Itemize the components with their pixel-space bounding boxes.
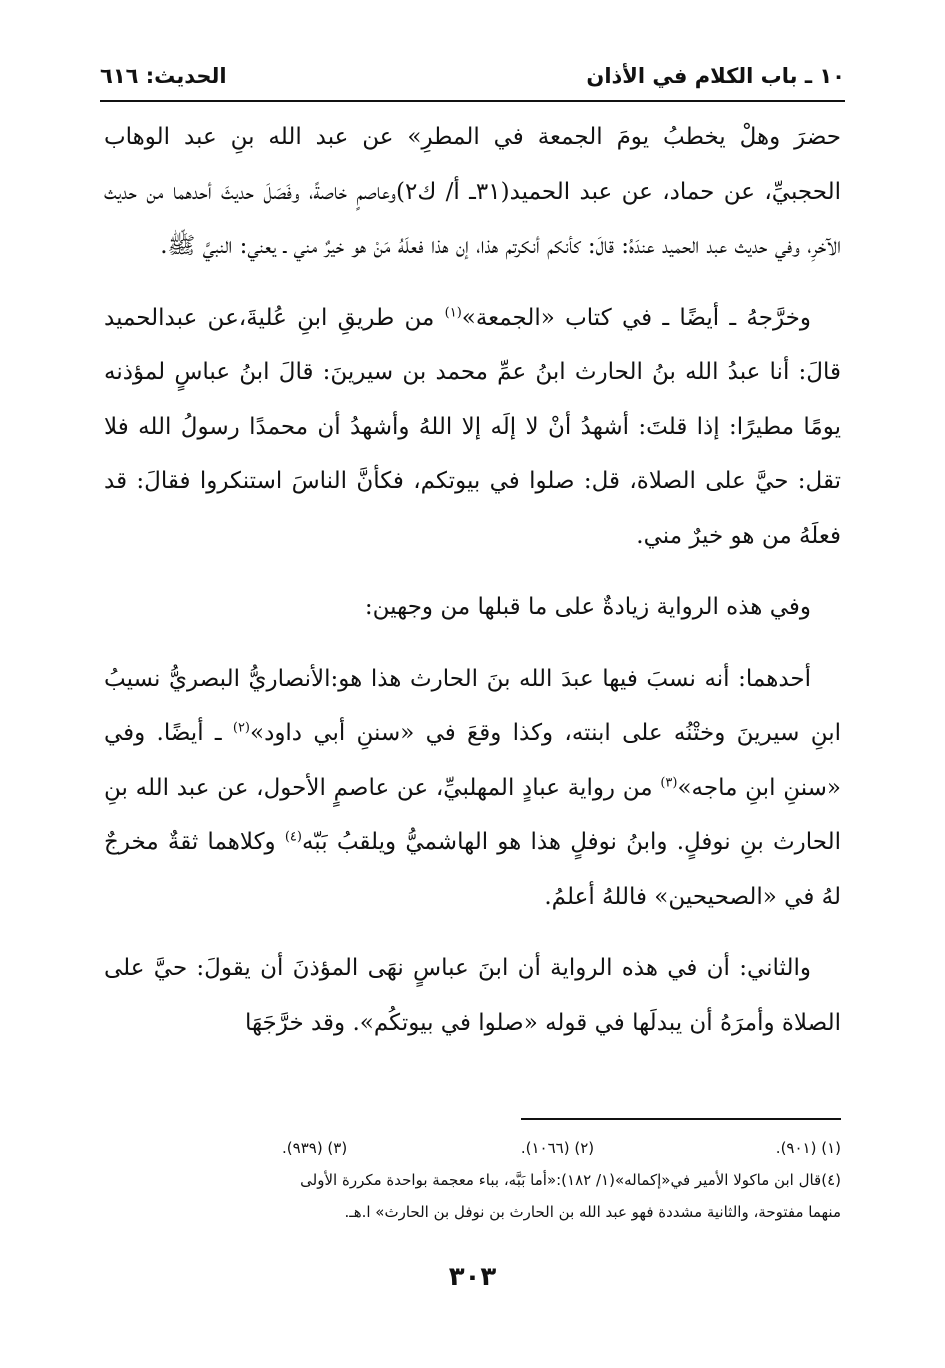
paragraph-4-part-3: من رواية عبادٍ المهلبيِّ، عن عاصمٍ الأحول، عن عبد الله بنِ الحارث بنِ نوفلٍ. وابنُ نوفلٍ هذا هو الهاشميُّ ويلقبُ بَبّه — [104, 774, 841, 855]
paragraph-2 — [104, 291, 841, 564]
paragraph-4 — [104, 652, 841, 925]
footnote-ref-4: (٤) — [284, 829, 302, 845]
footnote-ref-2: (٢) — [232, 720, 250, 736]
paragraph-4-part-1: أحدهما: أنه نسبَ فيها عبدَ الله بنَ الحارث هذا هو:الأنصاريُّ البصريُّ نسيبُ ابنِ سيرينَ وختْنُه على ابنته، وكذا وقعَ في «سننِ أبي داود» — [104, 665, 842, 746]
paragraph-2-part-2: من طريقِ ابنِ عُليةَ،عن عبدالحميد قالَ: أنا عبدُ الله بنُ الحارث ابنُ عمِّ محمد بن سيرينَ: قالَ ابنُ عباسٍ لمؤذنه يومًا مطيرًا: إذا قلتَ: أشهدُ أنْ لا إلَه إلا اللهُ وأشهدُ أن محمدًا رسولُ الله فلا تقل: حيَّ على الصلاة، قل: صلوا في بيوتكم، فكأنَّ الناسَ استنكروا فقالَ: قد فعلَهُ من هو خيرٌ مني. — [104, 304, 841, 549]
footnote-2: (٢) (١٠٦٦). — [520, 1139, 595, 1157]
page-number: ٣٠٣ — [448, 1262, 497, 1292]
footnote-ref-1: (١) — [444, 304, 462, 320]
hadith-number: الحديث: ٦١٦ — [100, 64, 227, 88]
footnote-1: (١) (٩٠١). — [775, 1139, 841, 1157]
paragraph-5: والثاني: أن في هذه الرواية أن ابنَ عباسٍ نهَى المؤذنَ أن يقولَ: حيَّ على الصلاة وأمرَهُ أن يبدلَها في قوله «صلوا في بيوتكُم». وقد خرَّجَهَا — [104, 955, 841, 1036]
footnotes — [104, 1132, 841, 1228]
footnote-row-short — [104, 1132, 841, 1164]
chapter-title: ١٠ ـ باب الكلام في الأذان — [586, 64, 845, 88]
paragraph-2-part-1: وخرَّجهُ ـ أيضًا ـ في كتاب «الجمعة» — [461, 304, 811, 331]
footnote-4-line-1: (٤)قال ابن ماكولا الأمير في«إكماله»(١/ ١٨٢):«أما بَبَّه، بباء معجمة بواحدة مكررة الأولى — [300, 1171, 841, 1189]
footnote-3: (٣) (٩٣٩). — [282, 1139, 348, 1157]
header-rule — [100, 100, 845, 102]
footnote-ref-3: (٣) — [660, 774, 678, 790]
main-text — [104, 110, 841, 1067]
footnote-4-line-2: منهما مفتوحة، والثانية مشددة فهو عبد الله بن الحارث بن نوفل بن الحارث» ا.هـ. — [344, 1203, 841, 1221]
footnote-rule — [521, 1118, 841, 1120]
paragraph-3: وفي هذه الرواية زيادةٌ على ما قبلها من وجهين: — [364, 594, 811, 620]
paragraph-1: حضرَ وهلْ يخطبُ يومَ الجمعة في المطرِ» عن عبد الله بنِ عبد الوهاب الحجبيِّ، عن حماد، عن عبد الحميد(٣١ـ أ/ ك٢)وعاصمٍ خاصةً، وفَصَلَ حديثَ أحدهما من حديث الآخرِ، وفي حديث عبد الحميد عندَهُ: قالَ: كأنكم أنكرتم هذا، إن هذا فعلَهُ مَنْ هو خيرٌ مني ـ يعني: النبيَّ ﷺ. — [104, 124, 841, 259]
running-header — [100, 56, 845, 96]
paragraph-4-part-2: ـ أيضًا. وفي «سننِ ابنِ ماجه» — [104, 720, 841, 801]
paragraph-4-part-4: وكلاهما ثقةٌ مخرجٌ لهُ في «الصحيحين» فاللهُ أعلمُ. — [104, 829, 841, 910]
